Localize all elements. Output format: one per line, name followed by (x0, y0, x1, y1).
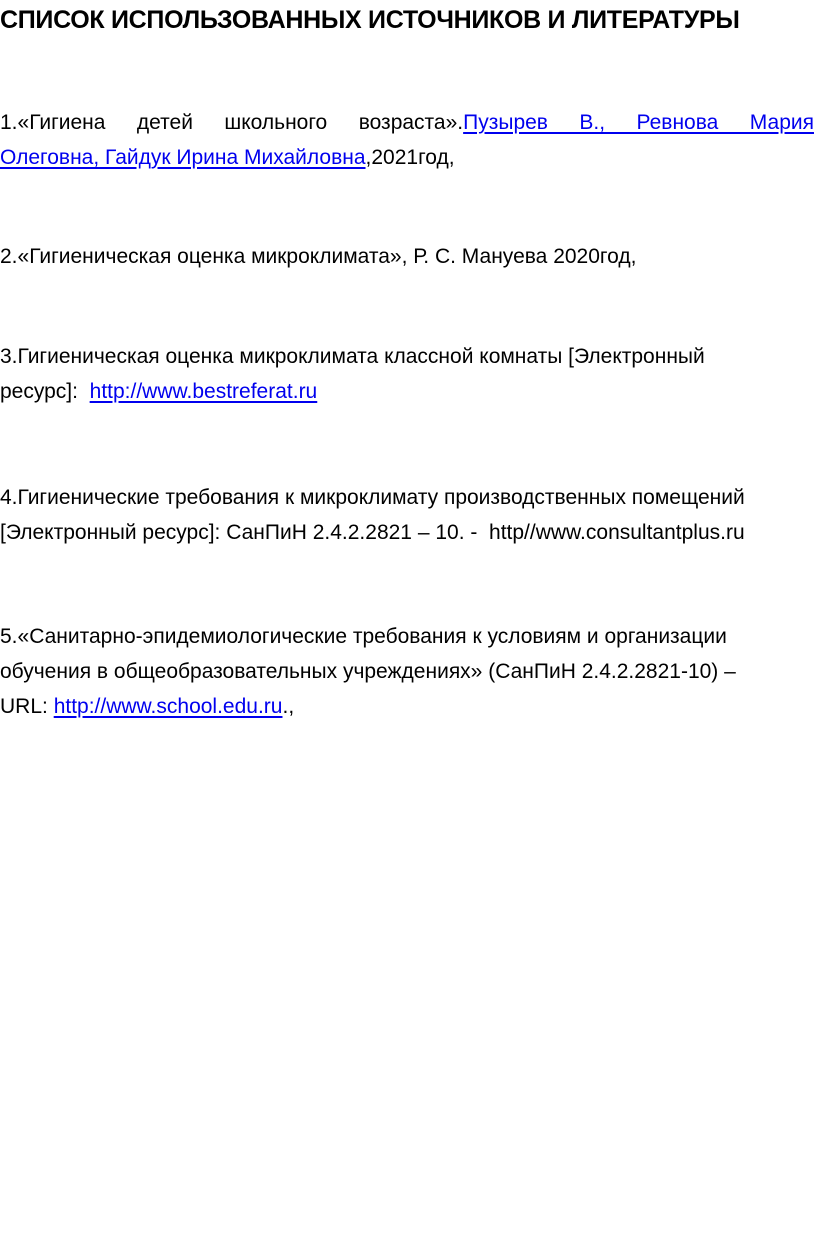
reference-1 (0, 105, 814, 175)
reference-3-line-1: 3.Гигиеническая оценка микроклимата классной комнаты [Электронный (0, 345, 705, 368)
reference-5-url-link[interactable]: http://www.school.edu.ru (53, 695, 283, 718)
reference-1-year: ,2021год, (365, 146, 455, 169)
reference-5 (0, 619, 814, 724)
reference-2 (0, 239, 814, 274)
reference-1-title: 1.«Гигиена детей школьного возраста». (0, 111, 464, 134)
reference-5-line-2: обучения в общеобразовательных учреждениях» (СанПиН 2.4.2.2821-10) – (0, 660, 736, 683)
reference-5-url-label: URL: (0, 695, 54, 718)
reference-5-line-3 (0, 689, 814, 724)
reference-4-line-2: [Электронный ресурс]: СанПиН 2.4.2.2821 – 10. - http//www.consultantplus.ru (0, 521, 745, 544)
reference-1-line-2 (0, 140, 814, 175)
reference-5-line-1: 5.«Санитарно-эпидемиологические требования к условиям и организации (0, 625, 727, 648)
reference-1-line-1 (0, 105, 814, 140)
reference-3-resource-label: ресурс]: (0, 380, 90, 403)
reference-2-text: 2.«Гигиеническая оценка микроклимата», Р. С. Мануева 2020год, (0, 245, 637, 268)
reference-5-trailing-punctuation: ., (282, 695, 295, 718)
reference-3-line-2 (0, 374, 814, 409)
page-title: СПИСОК ИСПОЛЬЗОВАННЫХ ИСТОЧНИКОВ И ЛИТЕРАТУРЫ (0, 6, 740, 34)
reference-1-authors-link-continued[interactable]: Олеговна, Гайдук Ирина Михайловна (0, 146, 366, 169)
reference-4 (0, 480, 814, 550)
reference-1-authors-link[interactable]: Пузырев В., Ревнова Мария (463, 111, 814, 134)
reference-3-url-link[interactable]: http://www.bestreferat.ru (89, 380, 318, 403)
reference-4-line-1: 4.Гигиенические требования к микроклимату производственных помещений (0, 486, 745, 509)
reference-3 (0, 339, 814, 409)
